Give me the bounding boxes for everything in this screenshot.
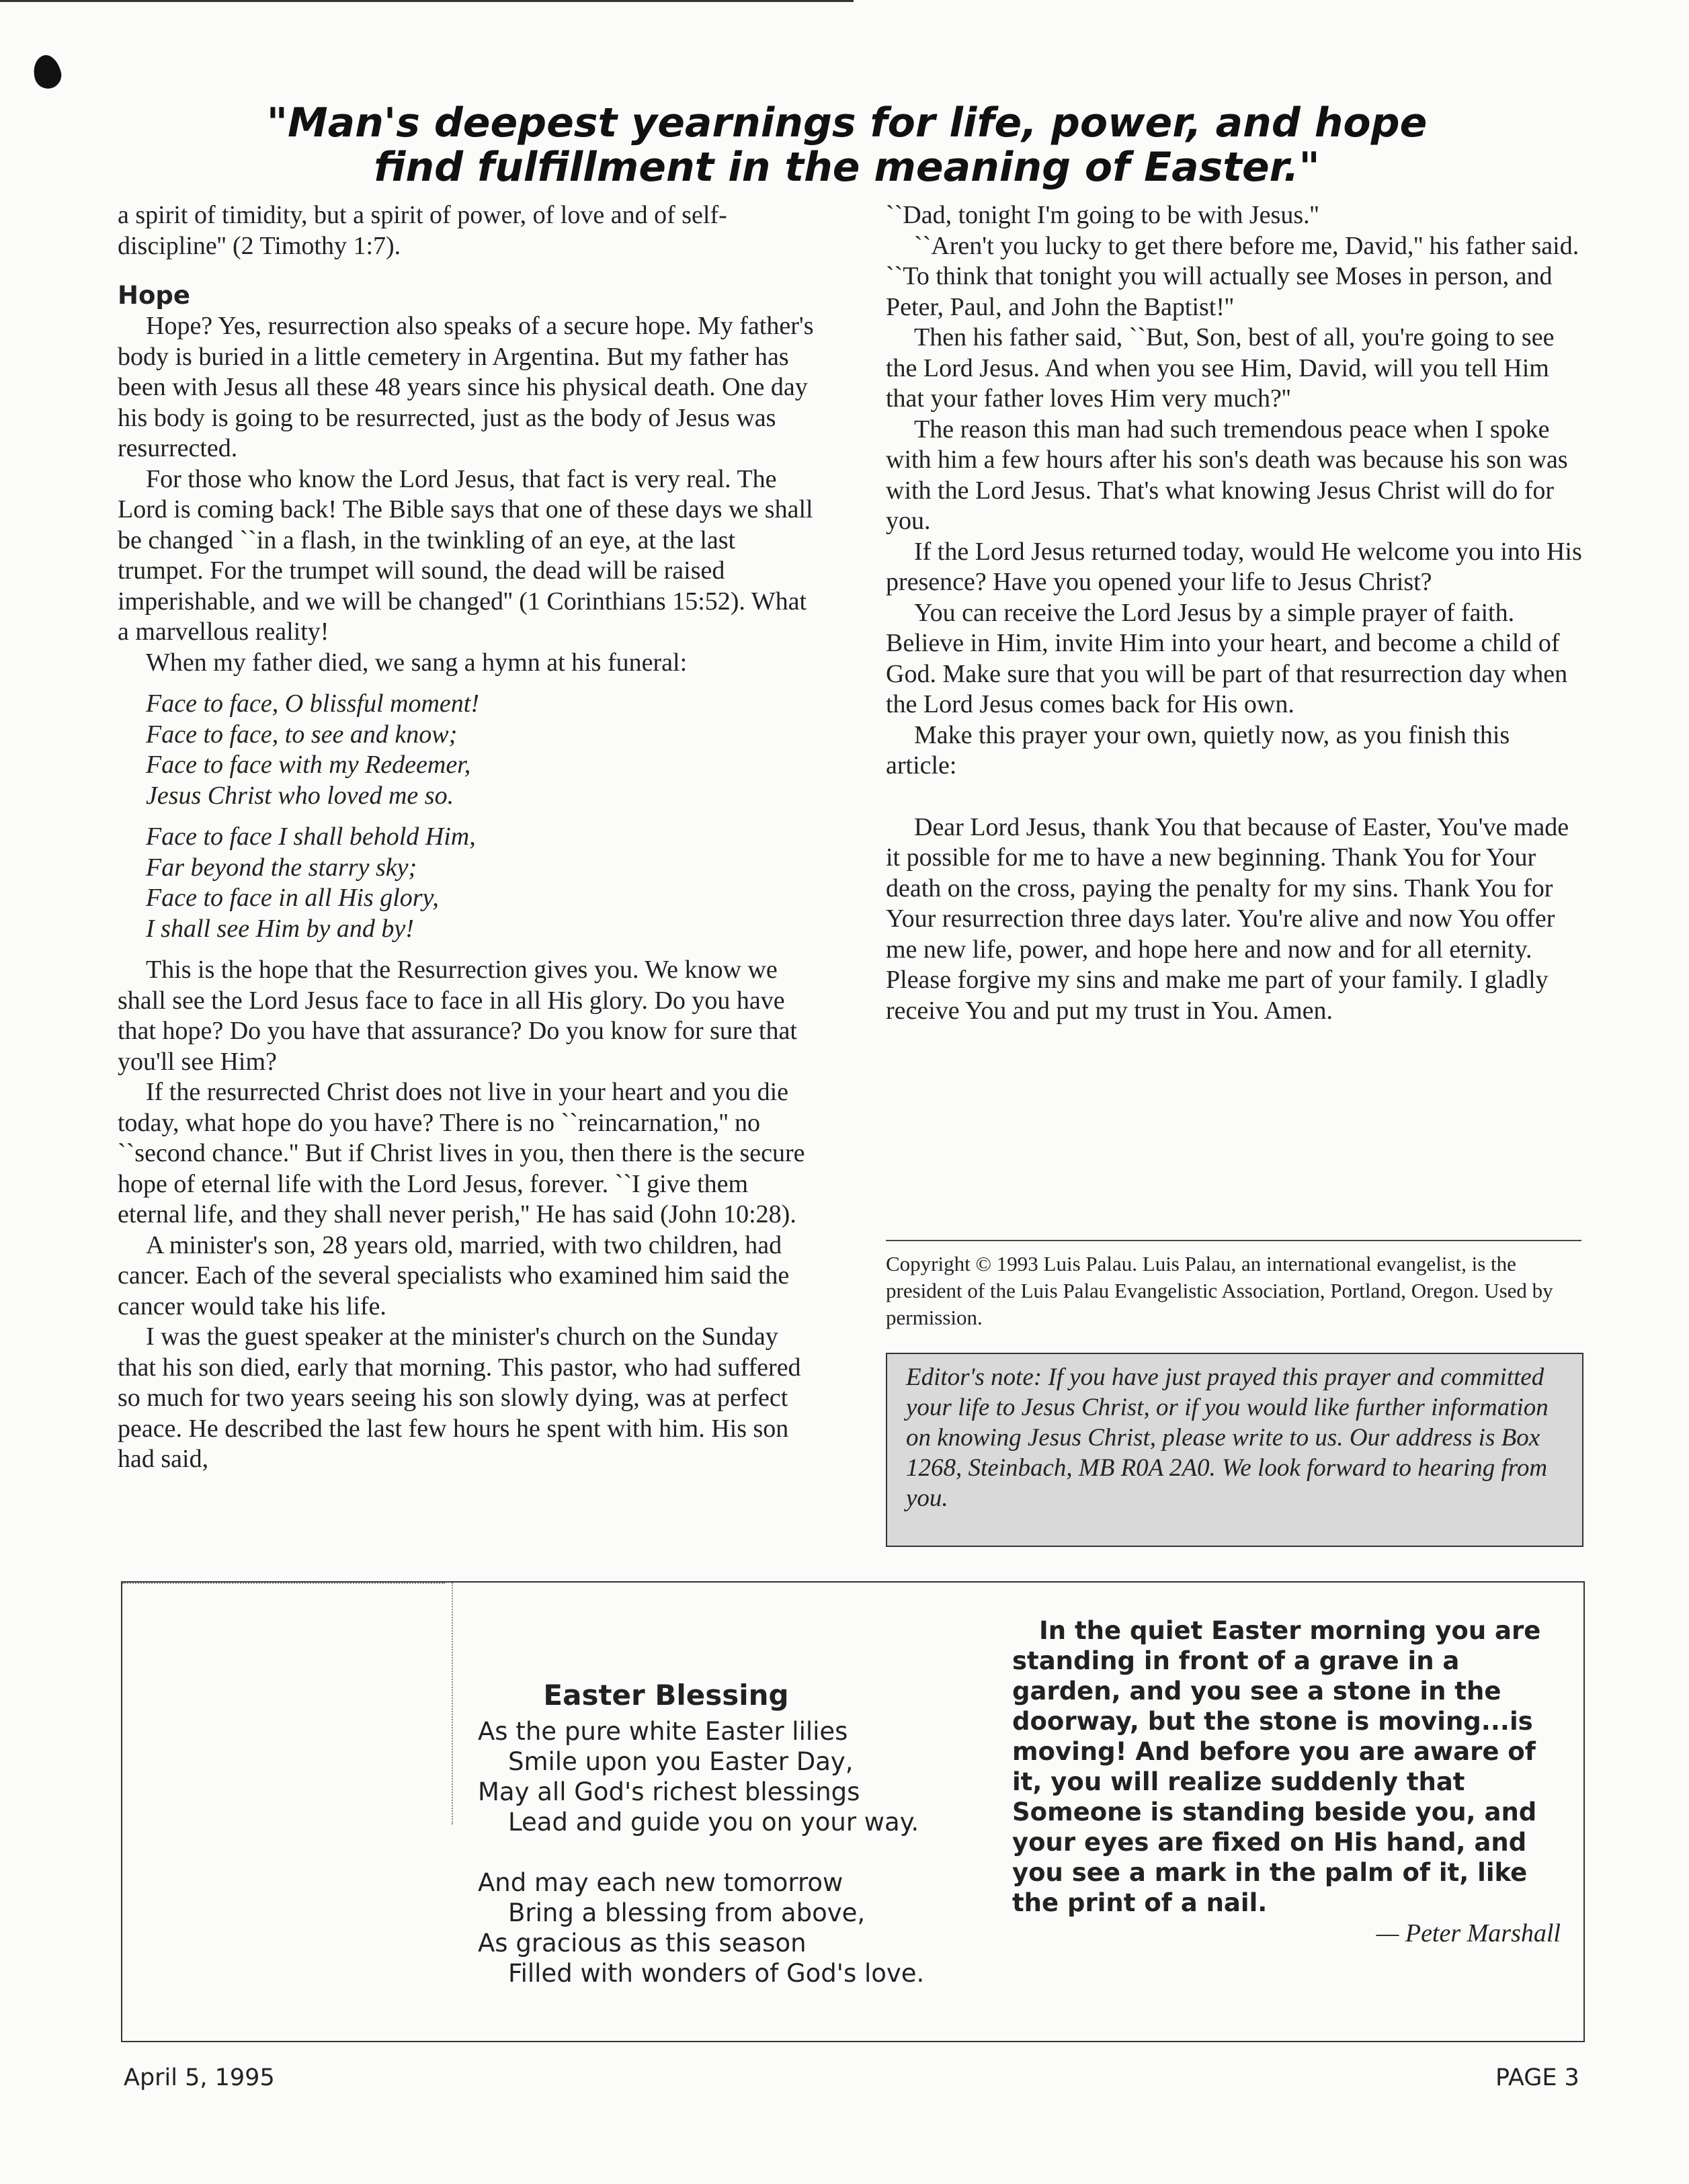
paragraph: You can receive the Lord Jesus by a simple prayer of faith. Believe in Him, invite Him into your heart, and become a child of God. Make sure that you will be part of that resurrection day when the Lord Jesus comes back for His own. xyxy=(886,598,1568,718)
paragraph: I was the guest speaker at the minister's church on the Sunday that his son died, early that morning. This pastor, who had suffered so much for two years seeing his son slowly dying, was at perfect peace. He described the last few hours he spent with him. His son had said, xyxy=(118,1322,801,1473)
paragraph: A minister's son, 28 years old, married, with two children, had cancer. Each of the several specialists who examined him said the cancer would take his life. xyxy=(118,1230,790,1320)
dotted-divider xyxy=(122,1583,445,1597)
paragraph: If the resurrected Christ does not live in your heart and you die today, what hope do you have? There is no ``reincarnation,'' no ``second chance.'' But if Christ lives in you, then there is the secure hope of eternal life with the Lord Jesus, forever. ``I give them eternal life, and they shall never perish,'' He has said (John 10:28). xyxy=(118,1078,805,1228)
right-column xyxy=(886,200,1585,1026)
ink-blot-mark xyxy=(30,52,65,92)
paragraph: When my father died, we sang a hymn at his funeral: xyxy=(146,648,688,677)
hymn-line: Face to face, to see and know; xyxy=(146,720,458,749)
headline-line-1: "Man's deepest yearnings for life, power, and hope xyxy=(266,99,1428,146)
poem-line: And may each new tomorrow xyxy=(478,1868,843,1897)
headline xyxy=(121,101,1573,190)
section-heading-hope: Hope xyxy=(118,281,190,310)
paragraph: The reason this man had such tremendous peace when I spoke with him a few hours after his son's death was because his son was with the Lord Jesus. That's what knowing Jesus Christ will do for you. xyxy=(886,415,1568,535)
paragraph: Hope? Yes, resurrection also speaks of a secure hope. My father's body is buried in a little cemetery in Argentina. But my father has been with Jesus all these 48 years since his physical death. One day his body is going to be resurrected, just as the body of Jesus was resurrected. xyxy=(118,312,814,462)
dotted-divider-vertical xyxy=(452,1583,453,1824)
poem-line: Bring a blessing from above, xyxy=(508,1898,866,1927)
left-column xyxy=(118,200,817,1475)
poem-line: Filled with wonders of God's love. xyxy=(508,1959,925,1988)
paragraph: Then his father said, ``But, Son, best of all, you're going to see the Lord Jesus. And when you see Him, David, will you tell Him that your father loves Him very much?'' xyxy=(886,323,1555,413)
copyright-notice: Copyright © 1993 Luis Palau. Luis Palau, an international evangelist, is the president of the Luis Palau Evangelistic Association, Portland, Oregon. Used by permission. xyxy=(886,1240,1581,1331)
paragraph: ``Dad, tonight I'm going to be with Jesus.'' xyxy=(886,201,1319,229)
top-rule xyxy=(0,0,854,2)
hymn-line: Face to face with my Redeemer, xyxy=(146,751,471,779)
quote-attribution: — Peter Marshall xyxy=(1376,1919,1561,1947)
poem-line: As the pure white Easter lilies xyxy=(478,1717,848,1746)
paragraph: Make this prayer your own, quietly now, as you finish this article: xyxy=(886,720,1510,780)
easter-blessing-poem xyxy=(478,1677,989,1988)
poem-line: Lead and guide you on your way. xyxy=(508,1808,919,1837)
marshall-quote xyxy=(1012,1615,1550,1918)
poem-line: May all God's richest blessings xyxy=(478,1777,860,1806)
paragraph: For those who know the Lord Jesus, that fact is very real. The Lord is coming back! The Bible says that one of these days we shall be changed ``in a flash, in the twinkling of an eye, at the last trumpet. For the trumpet will sound, the dead will be raised imperishable, and we will be changed'' (1 Corinthians 15:52). What a marvellous reality! xyxy=(118,464,813,646)
prayer-paragraph: Dear Lord Jesus, thank You that because of Easter, You've made it possible for me to have a new beginning. Thank You for Your death on the cross, paying the penalty for my sins. Thank You for Your resurrection three days later. You're alive and now You offer me new life, power, and hope here and now and for all eternity. Please forgive my sins and make me part of your family. I gladly receive You and put my trust in You. Amen. xyxy=(886,812,1569,1025)
hymn-line: I shall see Him by and by! xyxy=(146,914,414,943)
editor-note-box: Editor's note: If you have just prayed this prayer and committed your life to Jesus Christ, or if you would like further information on knowing Jesus Christ, please write to us. Our address is Box 1268, Steinbach, MB R0A 2A0. We look forward to hearing from you. xyxy=(886,1353,1583,1547)
poem-title: Easter Blessing xyxy=(543,1679,789,1712)
poem-line: Smile upon you Easter Day, xyxy=(508,1747,854,1776)
hymn-line: Face to face, O blissful moment! xyxy=(146,689,480,718)
hymn-line: Jesus Christ who loved me so. xyxy=(146,781,454,810)
paragraph: If the Lord Jesus returned today, would He welcome you into His presence? Have you opened your life to Jesus Christ? xyxy=(886,537,1582,596)
paragraph: ``Aren't you lucky to get there before me, David,'' his father said. ``To think that tonight you will actually see Moses in person, and Peter, Paul, and John the Baptist!'' xyxy=(886,231,1579,321)
headline-line-2: find fulfillment in the meaning of Easter." xyxy=(374,144,1320,191)
footer-page-number: PAGE 3 xyxy=(1495,2064,1579,2091)
spacer xyxy=(886,782,1585,812)
paragraph: This is the hope that the Resurrection gives you. We know we shall see the Lord Jesus face to face in all His glory. Do you have that hope? Do you have that assurance? Do you know for sure that you'll see Him? xyxy=(118,956,797,1076)
poem-line: As gracious as this season xyxy=(478,1929,807,1958)
hymn-line: Face to face I shall behold Him, xyxy=(146,823,476,851)
hymn-verse-1 xyxy=(146,689,817,811)
hymn-line: Far beyond the starry sky; xyxy=(146,853,417,882)
quote-text: In the quiet Easter morning you are standing in front of a grave in a garden, and you see a stone in the doorway, but the stone is moving...is moving! And before you are aware of it, you will realize suddenly that Someone is standing beside you, and your eyes are fixed on His hand, and you see a mark in the palm of it, like the print of a nail. xyxy=(1012,1616,1541,1917)
hymn-line: Face to face in all His glory, xyxy=(146,884,439,912)
bottom-feature-box xyxy=(121,1581,1585,2042)
spacer xyxy=(478,1837,989,1867)
intro-paragraph: a spirit of timidity, but a spirit of power, of love and of self-discipline'' (2 Timothy 1:7). xyxy=(118,201,727,260)
hymn-verse-2 xyxy=(146,822,817,944)
footer-date: April 5, 1995 xyxy=(124,2064,275,2091)
